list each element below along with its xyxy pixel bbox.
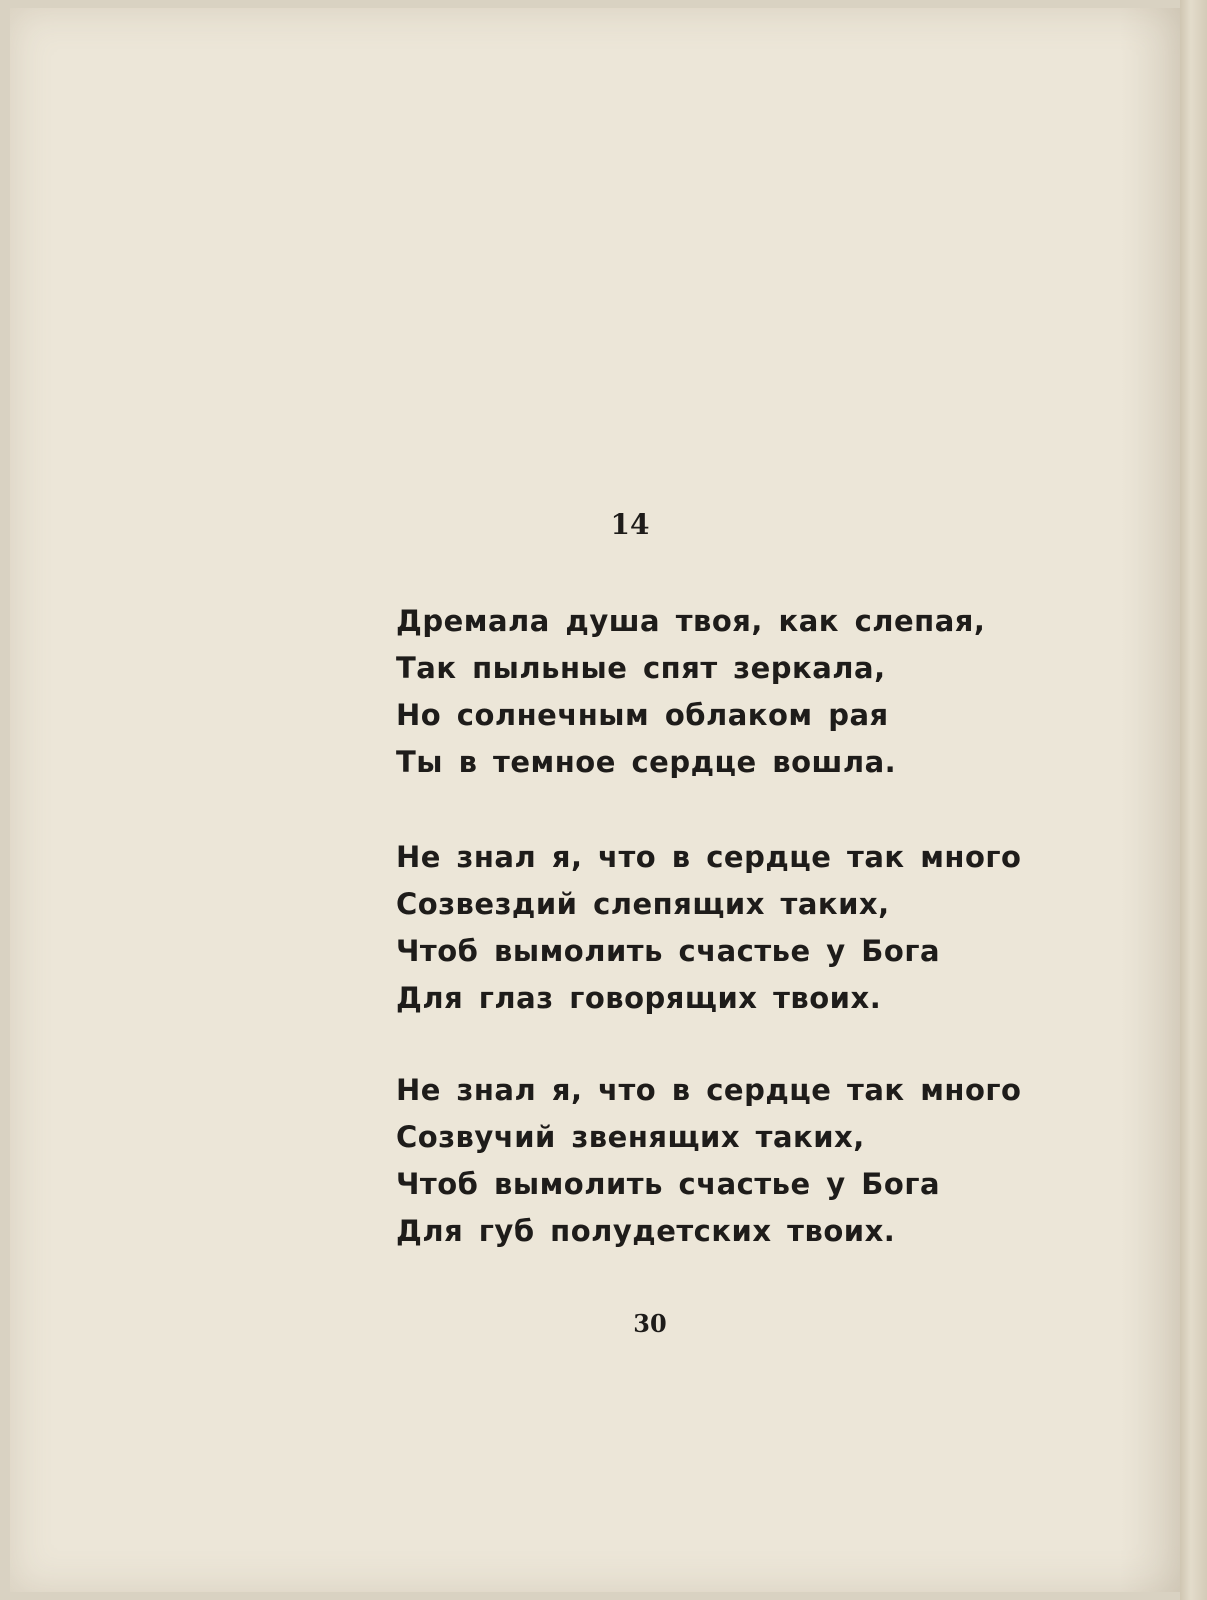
book-page	[10, 8, 1180, 1592]
poem-line: Ты в темное сердце вошла.	[396, 745, 897, 779]
stanza-2	[396, 834, 1021, 1022]
poem-line: Для глаз говорящих твоих.	[396, 981, 882, 1015]
poem-line: Не знал я, что в сердце так много	[396, 1073, 1022, 1107]
poem-number: 14	[610, 508, 650, 541]
poem-line: Созвездий слепящих таких,	[396, 887, 890, 921]
poem-line: Дремала душа твоя, как слепая,	[396, 604, 986, 638]
page-edge	[1180, 0, 1207, 1600]
page-shadow	[1120, 8, 1180, 1592]
stanza-1	[396, 598, 985, 786]
poem-line: Чтоб вымолить счастье у Бога	[396, 934, 941, 968]
page-number: 30	[633, 1309, 667, 1338]
poem-line: Не знал я, что в сердце так много	[396, 840, 1022, 874]
poem-line: Для губ полудетских твоих.	[396, 1214, 896, 1248]
poem-line: Но солнечным облаком рая	[396, 698, 889, 732]
stanza-3	[396, 1067, 1021, 1255]
poem-line: Так пыльные спят зеркала,	[396, 651, 886, 685]
poem-line: Чтоб вымолить счастье у Бога	[396, 1167, 941, 1201]
poem-line: Созвучий звенящих таких,	[396, 1120, 865, 1154]
